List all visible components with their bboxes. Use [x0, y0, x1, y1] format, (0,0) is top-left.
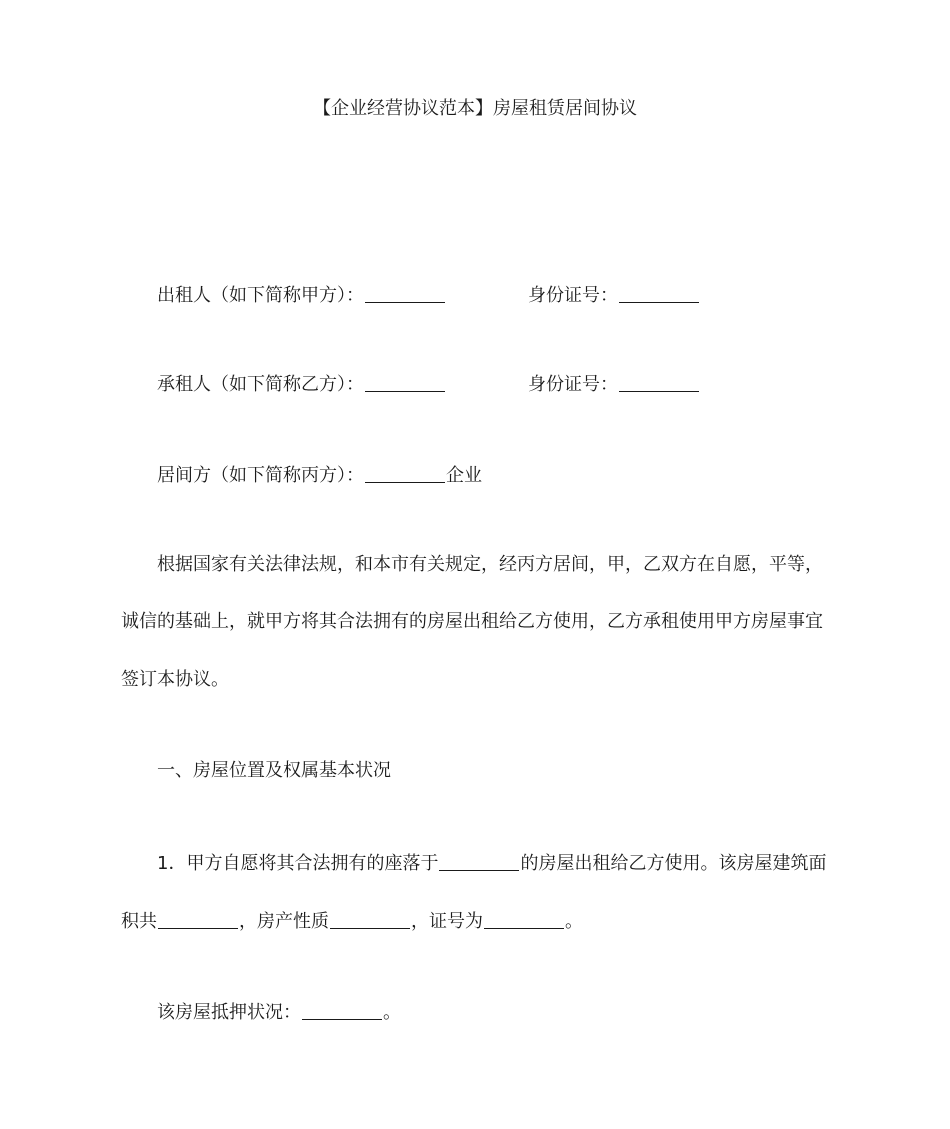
- item-1-property-label: ，房产性质: [239, 911, 329, 932]
- item-1-line-2: [121, 908, 583, 934]
- mortgage-blank: [302, 1001, 382, 1020]
- party-c-suffix: 企业: [446, 465, 482, 486]
- party-b-id-row: [528, 371, 700, 397]
- item-1-text-a: 1．甲方自愿将其合法拥有的座落于: [157, 853, 439, 874]
- party-b-id-blank: [619, 373, 699, 392]
- location-blank: [439, 852, 519, 871]
- party-a-id-row: [528, 282, 700, 308]
- party-c-name-blank: [365, 464, 445, 483]
- item-1-cert-label: ，证号为: [411, 911, 483, 932]
- party-a-id-blank: [619, 284, 699, 303]
- mortgage-label: 该房屋抵押状况：: [157, 1002, 301, 1023]
- party-c-row: [157, 462, 482, 488]
- party-b-label: 承租人（如下简称乙方）：: [157, 374, 364, 395]
- document-title: 【企业经营协议范本】房屋租赁居间协议: [313, 98, 637, 119]
- party-c-label: 居间方（如下简称丙方）：: [157, 465, 364, 486]
- property-type-blank: [330, 910, 410, 929]
- item-1-area-label: 积共: [121, 911, 157, 932]
- party-a-id-label: 身份证号：: [528, 285, 618, 306]
- preamble-line-1: 根据国家有关法律法规，和本市有关规定，经丙方居间，甲，乙双方在自愿，平等，: [157, 554, 823, 575]
- party-b-name-blank: [365, 373, 445, 392]
- party-b-row: [157, 371, 446, 397]
- party-b-id-label: 身份证号：: [528, 374, 618, 395]
- party-a-label: 出租人（如下简称甲方）：: [157, 285, 364, 306]
- party-a-name-blank: [365, 284, 445, 303]
- area-blank: [158, 910, 238, 929]
- preamble-line-2: 诚信的基础上，就甲方将其合法拥有的房屋出租给乙方使用，乙方承租使用甲方房屋事宜: [121, 611, 823, 632]
- section-1-heading: 一、房屋位置及权属基本状况: [157, 760, 391, 781]
- preamble-line-3: 签订本协议。: [121, 669, 229, 690]
- party-a-row: [157, 282, 446, 308]
- item-1-end: 。: [565, 911, 583, 932]
- cert-number-blank: [484, 910, 564, 929]
- mortgage-end: 。: [383, 1002, 401, 1023]
- item-1-text-b: 的房屋出租给乙方使用。该房屋建筑面: [520, 853, 827, 874]
- item-1-line-1: [157, 850, 826, 876]
- mortgage-row: [157, 999, 401, 1025]
